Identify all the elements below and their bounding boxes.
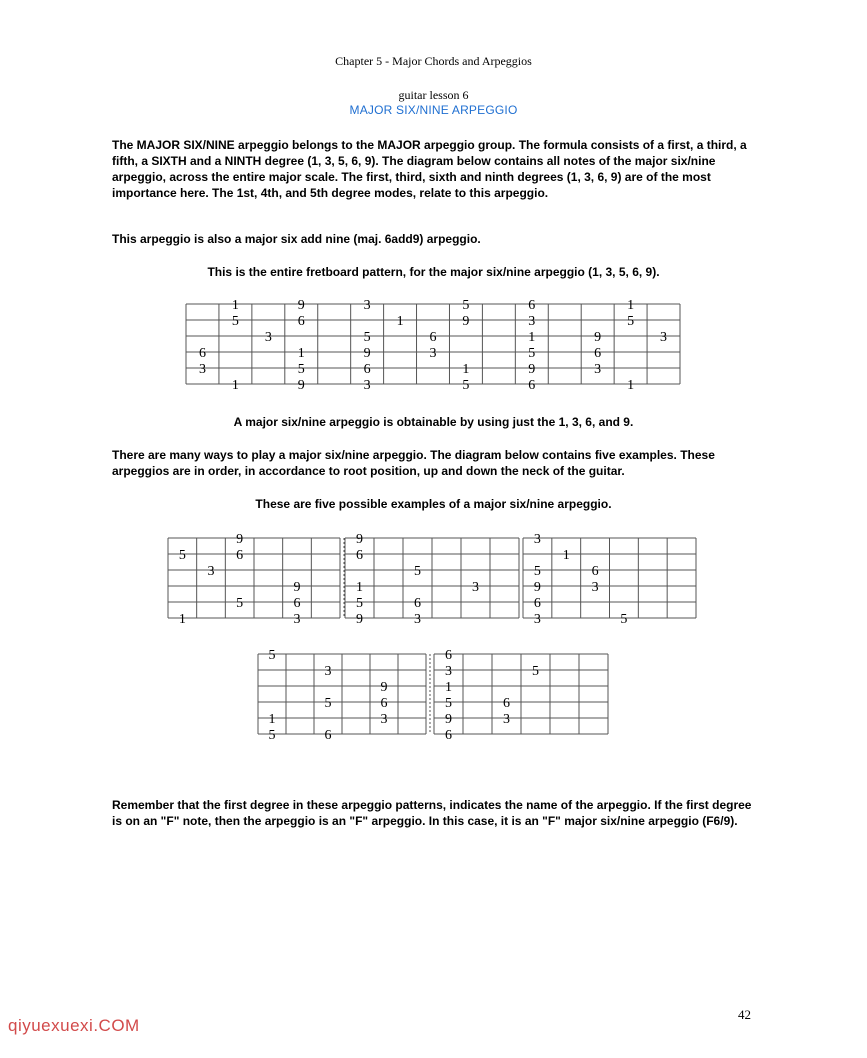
degree-label: 5 (324, 696, 332, 711)
degree-label: 5 (236, 596, 244, 611)
degree-label: 3 (363, 378, 371, 393)
degree-label: 3 (591, 580, 599, 595)
degree-label: 1 (627, 298, 635, 313)
page-number: 42 (738, 1007, 751, 1022)
degree-label: 3 (380, 712, 388, 727)
obtainable-caption: A major six/nine arpeggio is obtainable by using just the 1, 3, 6, and 9. (233, 415, 634, 429)
degree-label: 5 (297, 362, 305, 377)
degree-label: 5 (363, 330, 371, 345)
degree-label: 5 (620, 612, 628, 627)
degree-label: 1 (396, 314, 404, 329)
degree-label: 6 (445, 728, 452, 743)
degree-label: 6 (293, 596, 301, 611)
degree-label: 3 (293, 612, 301, 627)
degree-label: 9 (533, 580, 541, 595)
chapter-header: Chapter 5 - Major Chords and Arpeggios (335, 54, 532, 68)
full-pattern-caption: This is the entire fretboard pattern, for the major six/nine arpeggio (1, 3, 5, 6, 9). (207, 265, 660, 279)
examples-caption: These are five possible examples of a major six/nine arpeggio. (255, 497, 612, 511)
degree-label: 1 (462, 362, 470, 377)
page-title: MAJOR SIX/NINE ARPEGGIO (349, 103, 518, 117)
degree-label: 5 (414, 564, 421, 579)
degree-label: 3 (660, 330, 668, 345)
degree-label: 9 (363, 346, 371, 361)
degree-label: 3 (503, 712, 510, 727)
degree-label: 5 (627, 314, 635, 329)
degree-label: 1 (445, 680, 452, 695)
degree-label: 5 (462, 378, 470, 393)
degree-label: 1 (178, 612, 186, 627)
degree-label: 9 (297, 298, 305, 313)
degree-label: 5 (445, 696, 452, 711)
degree-label: 3 (472, 580, 479, 595)
degree-label: 9 (445, 712, 452, 727)
degree-label: 9 (236, 532, 244, 547)
degree-label: 6 (591, 564, 599, 579)
degree-label: 6 (363, 362, 371, 377)
degree-label: 1 (297, 346, 305, 361)
degree-label: 5 (231, 314, 239, 329)
alias-paragraph: This arpeggio is also a major six add nine (maj. 6add9) arpeggio. (112, 232, 481, 246)
degree-label: 1 (528, 330, 536, 345)
degree-label: 3 (414, 612, 421, 627)
degree-label: 6 (528, 298, 536, 313)
degree-label: 9 (528, 362, 536, 377)
lesson-label: guitar lesson 6 (398, 88, 469, 102)
degree-label: 5 (528, 346, 536, 361)
degree-label: 3 (594, 362, 602, 377)
degree-label: 3 (264, 330, 272, 345)
degree-label: 3 (533, 612, 541, 627)
degree-label: 5 (268, 728, 276, 743)
degree-label: 6 (445, 648, 452, 663)
degree-label: 9 (356, 612, 363, 627)
closing-paragraph: Remember that the first degree in these arpeggio patterns, indicates the name of the arpeggio. If the first degree is on an "F" note, then the arpeggio is an "F" arpeggio. In this case, it is an "F" major six/nine arpeggio (F6/9). (112, 798, 752, 828)
degree-label: 5 (533, 564, 541, 579)
degree-label: 6 (324, 728, 332, 743)
degree-label: 1 (356, 580, 363, 595)
degree-label: 5 (462, 298, 470, 313)
degree-label: 6 (594, 346, 602, 361)
degree-label: 3 (445, 664, 452, 679)
degree-label: 3 (324, 664, 332, 679)
intro-paragraph: The MAJOR SIX/NINE arpeggio belongs to the MAJOR arpeggio group. The formula consists of a first, a third, a fifth, a SIXTH and a NINTH degree (1, 3, 5, 6, 9). The diagram below contains all notes of the major six/nine arpeggio, across the entire major scale. The first, third, sixth and ninth degrees (1, 3, 6, 9) are of the most importance here. The 1st, 4th, and 5th degree modes, relate to this arpeggio. (112, 138, 747, 200)
degree-label: 9 (293, 580, 301, 595)
degree-label: 3 (429, 346, 437, 361)
degree-label: 9 (297, 378, 305, 393)
degree-label: 1 (231, 378, 239, 393)
degree-label: 3 (528, 314, 536, 329)
degree-label: 1 (231, 298, 239, 313)
degree-label: 6 (198, 346, 206, 361)
degree-label: 1 (627, 378, 635, 393)
degree-label: 5 (356, 596, 363, 611)
degree-label: 3 (533, 532, 541, 547)
degree-label: 9 (594, 330, 602, 345)
degree-label: 6 (414, 596, 421, 611)
watermark: qiyuexuexi.COM (8, 1016, 140, 1035)
examples-paragraph: There are many ways to play a major six/nine arpeggio. The diagram below contains five examples. These arpeggios are in order, in accordance to root position, up and down the neck of the guitar. (112, 448, 715, 478)
degree-label: 9 (380, 680, 388, 695)
degree-label: 5 (178, 548, 186, 563)
degree-label: 1 (562, 548, 570, 563)
degree-label: 6 (380, 696, 388, 711)
degree-label: 1 (268, 712, 276, 727)
degree-label: 6 (356, 548, 363, 563)
degree-label: 5 (268, 648, 276, 663)
degree-label: 9 (356, 532, 363, 547)
degree-label: 3 (207, 564, 215, 579)
degree-label: 6 (503, 696, 510, 711)
degree-label: 6 (297, 314, 305, 329)
degree-label: 6 (528, 378, 536, 393)
degree-label: 6 (429, 330, 437, 345)
degree-label: 3 (363, 298, 371, 313)
degree-label: 3 (198, 362, 206, 377)
degree-label: 6 (236, 548, 244, 563)
degree-label: 6 (533, 596, 541, 611)
degree-label: 9 (462, 314, 470, 329)
degree-label: 5 (532, 664, 539, 679)
